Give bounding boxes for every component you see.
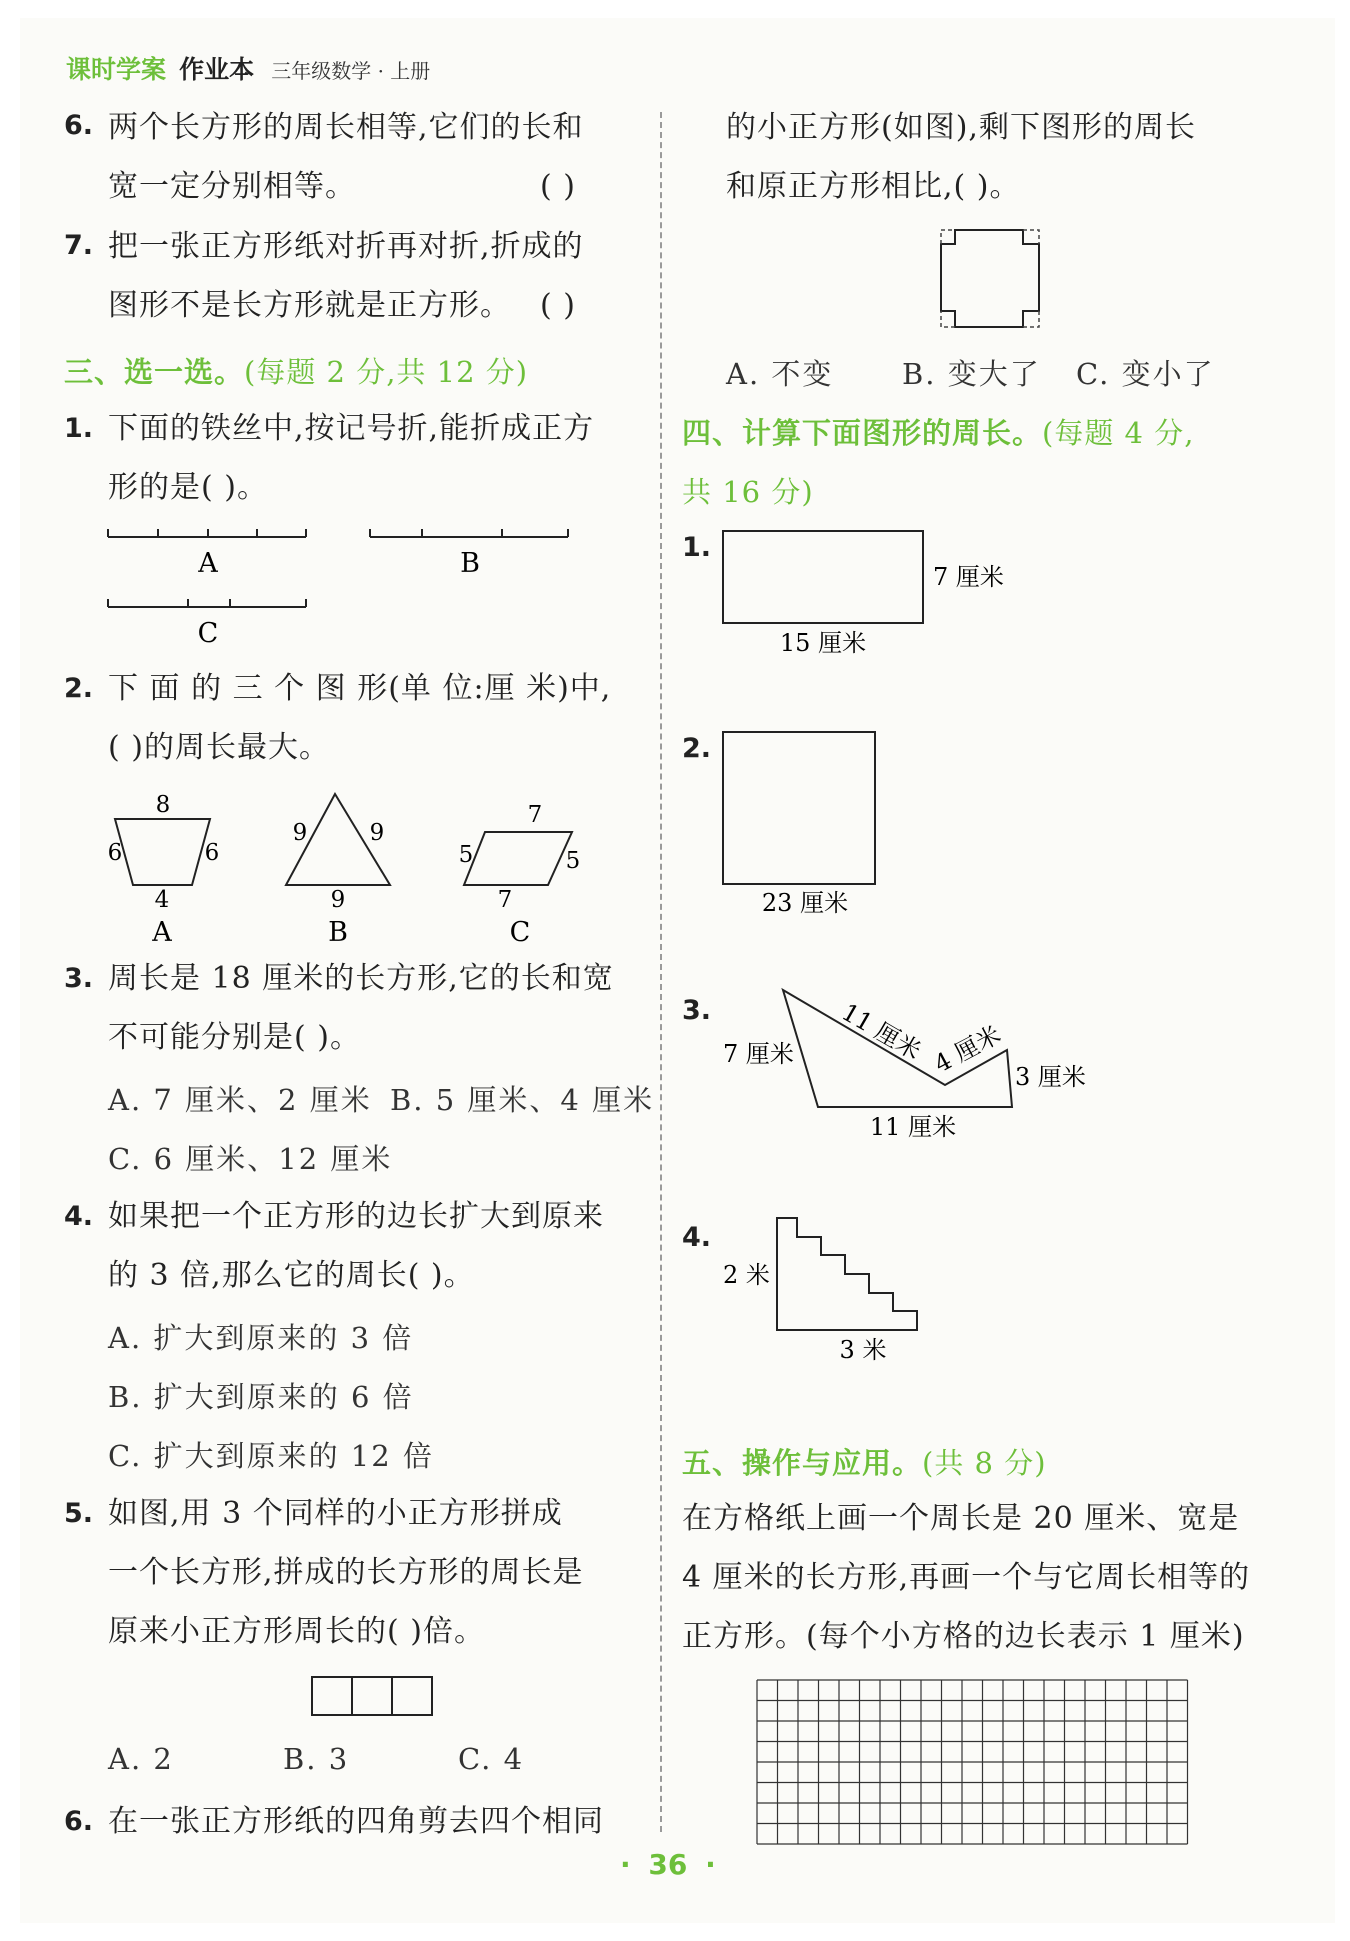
p1-bottom-label: 15 厘米 <box>779 629 867 657</box>
c1-line2: 形的是( )。 <box>108 470 268 505</box>
c3-option-b[interactable]: B. 5 厘米、4 厘米 <box>390 1083 655 1117</box>
c4-option-a[interactable]: A. 扩大到原来的 3 倍 <box>108 1321 414 1355</box>
c2-line2: ( )的周长最大。 <box>108 730 330 765</box>
trapezoid-bottom: 4 <box>154 887 170 913</box>
p2-number: 2. <box>682 733 712 764</box>
q7-number: 7. <box>64 230 94 261</box>
wire-c-label: C <box>197 618 219 649</box>
c6-cont-line2: 和原正方形相比,( )。 <box>726 169 1021 204</box>
c6-number: 6. <box>64 1806 94 1837</box>
header-brand: 课时学案 <box>66 55 167 84</box>
three-squares-figure <box>310 1672 438 1718</box>
section5-heading <box>682 1441 1047 1482</box>
triangle-name: B <box>328 917 348 948</box>
c6-line1: 在一张正方形纸的四角剪去四个相同 <box>108 1804 604 1839</box>
parallelogram-top: 7 <box>527 802 543 828</box>
header-subtitle: 三年级数学 · 上册 <box>271 59 431 83</box>
p4-staircase <box>777 1218 917 1330</box>
page-dot-left: · <box>620 1848 631 1881</box>
parallelogram-name: C <box>509 917 531 948</box>
parallelogram-shape <box>464 832 572 885</box>
triangle-bottom: 9 <box>330 887 346 913</box>
q7-line1: 把一张正方形纸对折再对折,折成的 <box>108 229 584 264</box>
p4-bottom-label: 3 米 <box>839 1336 887 1364</box>
c6-option-a[interactable]: A. 不变 <box>726 357 834 391</box>
section5-title: 五、操作与应用。 <box>682 1446 923 1480</box>
p2-square-figure <box>715 724 915 924</box>
trapezoid-left: 6 <box>107 840 123 866</box>
c4-line2: 的 3 倍,那么它的周长( )。 <box>108 1258 475 1293</box>
column-divider <box>660 112 662 1832</box>
p1-rectangle-figure <box>715 523 1015 663</box>
trapezoid-shape <box>115 819 210 885</box>
triangle-right: 9 <box>369 820 385 846</box>
c3-line1: 周长是 18 厘米的长方形,它的长和宽 <box>108 961 614 996</box>
task-line3: 正方形。(每个小方格的边长表示 1 厘米) <box>682 1619 1245 1654</box>
p4-staircase-figure <box>715 1205 975 1365</box>
grid-paper[interactable] <box>755 1678 1185 1842</box>
page-number <box>620 1848 716 1881</box>
cut-corner-square-figure <box>935 225 1047 333</box>
p3-top1-label: 11 厘米 <box>837 997 926 1066</box>
p3-left-label: 7 厘米 <box>723 1040 794 1068</box>
trapezoid-name: A <box>152 917 172 948</box>
wire-a <box>108 529 306 537</box>
p2-square <box>723 732 875 884</box>
c5-option-a[interactable]: A. 2 <box>108 1742 174 1776</box>
wire-figures <box>100 520 580 650</box>
header <box>66 50 430 90</box>
p3-bottom-label: 11 厘米 <box>869 1113 957 1141</box>
p1-side-label: 7 厘米 <box>933 563 1004 591</box>
wire-b-label: B <box>460 548 480 579</box>
c5-number: 5. <box>64 1498 94 1529</box>
grid-lines <box>757 1680 1188 1844</box>
q6-line2: 宽一定分别相等。 <box>108 169 356 204</box>
p3-polygon-figure <box>715 975 1086 1150</box>
c2-line1: 下 面 的 三 个 图 形(单 位:厘 米)中, <box>108 671 612 706</box>
p2-bottom-label: 23 厘米 <box>761 889 849 917</box>
c3-line2: 不可能分别是( )。 <box>108 1020 361 1055</box>
c3-option-a[interactable]: A. 7 厘米、2 厘米 <box>108 1083 372 1117</box>
section3-title: 三、选一选。 <box>64 355 245 389</box>
trapezoid-top: 8 <box>155 792 171 818</box>
c1-number: 1. <box>64 413 94 444</box>
p3-right-label: 3 厘米 <box>1015 1063 1086 1091</box>
p3-number: 3. <box>682 995 712 1026</box>
p1-number: 1. <box>682 532 712 563</box>
c5-line2: 一个长方形,拼成的长方形的周长是 <box>108 1555 584 1590</box>
wire-a-label: A <box>198 548 218 579</box>
triangle-left: 9 <box>292 820 308 846</box>
c3-option-c[interactable]: C. 6 厘米、12 厘米 <box>108 1142 393 1176</box>
section4-note1: (每题 4 分, <box>1042 416 1195 450</box>
c5-option-c[interactable]: C. 4 <box>458 1742 525 1776</box>
c6-option-c[interactable]: C. 变小了 <box>1076 357 1215 391</box>
trapezoid-right: 6 <box>204 840 220 866</box>
section4-title: 四、计算下面图形的周长。 <box>682 416 1043 450</box>
section3-heading <box>64 350 528 391</box>
shapes-figure <box>100 785 590 955</box>
page-dot-right: · <box>705 1848 716 1881</box>
c5-line1: 如图,用 3 个同样的小正方形拼成 <box>108 1496 563 1531</box>
section4-heading <box>682 411 1194 452</box>
task-line2: 4 厘米的长方形,再画一个与它周长相等的 <box>682 1560 1251 1595</box>
parallelogram-right: 5 <box>565 848 581 874</box>
c4-option-c[interactable]: C. 扩大到原来的 12 倍 <box>108 1439 434 1473</box>
c6-option-b[interactable]: B. 变大了 <box>902 357 1041 391</box>
section3-note: (每题 2 分,共 12 分) <box>244 355 529 389</box>
wire-c <box>108 599 306 607</box>
q7-answer-paren[interactable]: ( ) <box>540 288 576 323</box>
p3-top2-label: 4 厘米 <box>929 1020 1006 1079</box>
c5-option-b[interactable]: B. 3 <box>283 1742 350 1776</box>
p4-number: 4. <box>682 1222 712 1253</box>
page-number-text: 36 <box>648 1848 688 1881</box>
p1-rectangle <box>723 531 923 623</box>
c4-option-b[interactable]: B. 扩大到原来的 6 倍 <box>108 1380 414 1414</box>
c5-line3: 原来小正方形周长的( )倍。 <box>108 1614 485 1649</box>
q7-line2: 图形不是长方形就是正方形。 <box>108 288 511 323</box>
c3-number: 3. <box>64 963 94 994</box>
q6-line1: 两个长方形的周长相等,它们的长和 <box>108 110 584 145</box>
p4-left-label: 2 米 <box>723 1261 770 1289</box>
parallelogram-left: 5 <box>458 842 474 868</box>
header-book: 作业本 <box>179 55 255 84</box>
section5-note: (共 8 分) <box>922 1446 1047 1480</box>
section4-note2: 共 16 分) <box>682 475 814 509</box>
task-line1: 在方格纸上画一个周长是 20 厘米、宽是 <box>682 1501 1240 1536</box>
c1-line1: 下面的铁丝中,按记号折,能折成正方 <box>108 411 595 446</box>
c4-line1: 如果把一个正方形的边长扩大到原来 <box>108 1199 604 1234</box>
c4-number: 4. <box>64 1201 94 1232</box>
q6-number: 6. <box>64 110 94 141</box>
parallelogram-bottom: 7 <box>497 887 513 913</box>
c2-number: 2. <box>64 673 94 704</box>
wire-b <box>370 529 568 537</box>
q6-answer-paren[interactable]: ( ) <box>540 169 576 204</box>
c6-cont-line1: 的小正方形(如图),剩下图形的周长 <box>726 110 1196 145</box>
